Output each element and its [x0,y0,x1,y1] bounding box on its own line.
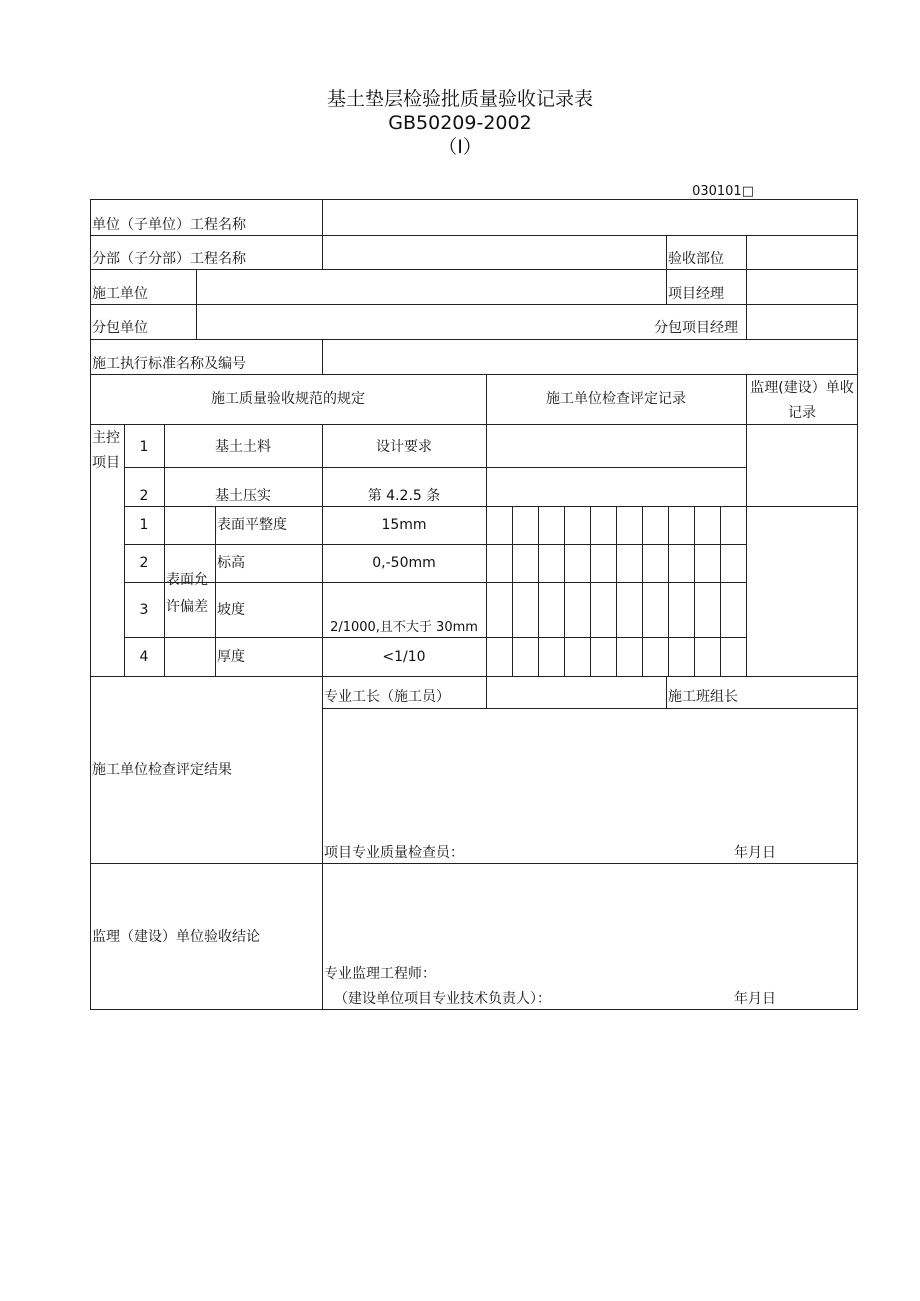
subcontract-manager-label: 分包项目经理 [654,320,738,336]
main-item-no: 2 [139,488,149,504]
construction-unit-label: 施工单位 [92,286,148,302]
conclusion-label: 监理（建设）单位验收结论 [92,929,260,945]
spec-header: 施工质量验收规范的规定 [211,391,365,407]
engineer-label: 专业监理工程师： [324,966,436,982]
tol-item-no: 2 [139,555,149,571]
owner-rep-label: （建设单位项目专业技术负责人）： [334,991,551,1007]
inspector-label: 项目专业质量检查员： [324,845,464,861]
tol-item-name: 标高 [217,555,245,571]
main-item-name: 基土土料 [215,439,271,455]
main-item-name: 基土压实 [215,488,271,504]
tol-item-no: 1 [139,517,149,533]
tolerance-label-1: 表面允 [166,572,208,588]
tol-item-req: 2/1000,且不大于 30mm [330,620,478,635]
sub-title: （Ⅰ） [438,136,482,158]
result-label: 施工单位检查评定结果 [92,762,232,778]
supervisor-record-header-2: 记录 [788,405,816,421]
main-control-label-1: 主控 [92,430,120,446]
tol-item-name: 坡度 [217,602,245,618]
main-control-label-2: 项目 [92,455,120,471]
tol-item-name: 厚度 [217,649,245,665]
subcontract-unit-label: 分包单位 [92,320,148,336]
foreman-label: 专业工长（施工员） [324,689,450,705]
main-item-no: 1 [139,439,149,455]
record-table [90,199,858,1010]
accept-part-label: 验收部位 [668,251,724,267]
project-name-label: 单位（子单位）工程名称 [92,217,246,233]
main-item-req: 设计要求 [376,439,432,455]
form-number: 030101□ [692,184,754,199]
team-leader-label: 施工班组长 [668,689,738,705]
conclusion-date: 年月日 [734,991,776,1007]
tol-item-req: <1/10 [382,649,426,665]
supervisor-record-header-1: 监理(建设）单收 [750,380,854,396]
project-manager-label: 项目经理 [668,286,724,302]
tol-item-name: 表面平整度 [217,517,287,533]
tol-item-req: 15mm [381,517,427,533]
standard-code: GB50209-2002 [388,112,532,134]
standard-name-label: 施工执行标准名称及编号 [92,356,246,372]
tol-item-no: 3 [139,602,149,618]
main-item-req: 第 4.2.5 条 [367,488,441,504]
tolerance-label-2: 许偏差 [166,599,208,615]
sub-project-name-label: 分部（子分部）工程名称 [92,251,246,267]
result-date: 年月日 [734,845,776,861]
tol-item-req: 0,-50mm [372,555,436,571]
check-record-header: 施工单位检查评定记录 [546,391,686,407]
doc-title: 基土垫层检验批质量验收记录表 [326,88,593,110]
tol-item-no: 4 [139,649,149,665]
